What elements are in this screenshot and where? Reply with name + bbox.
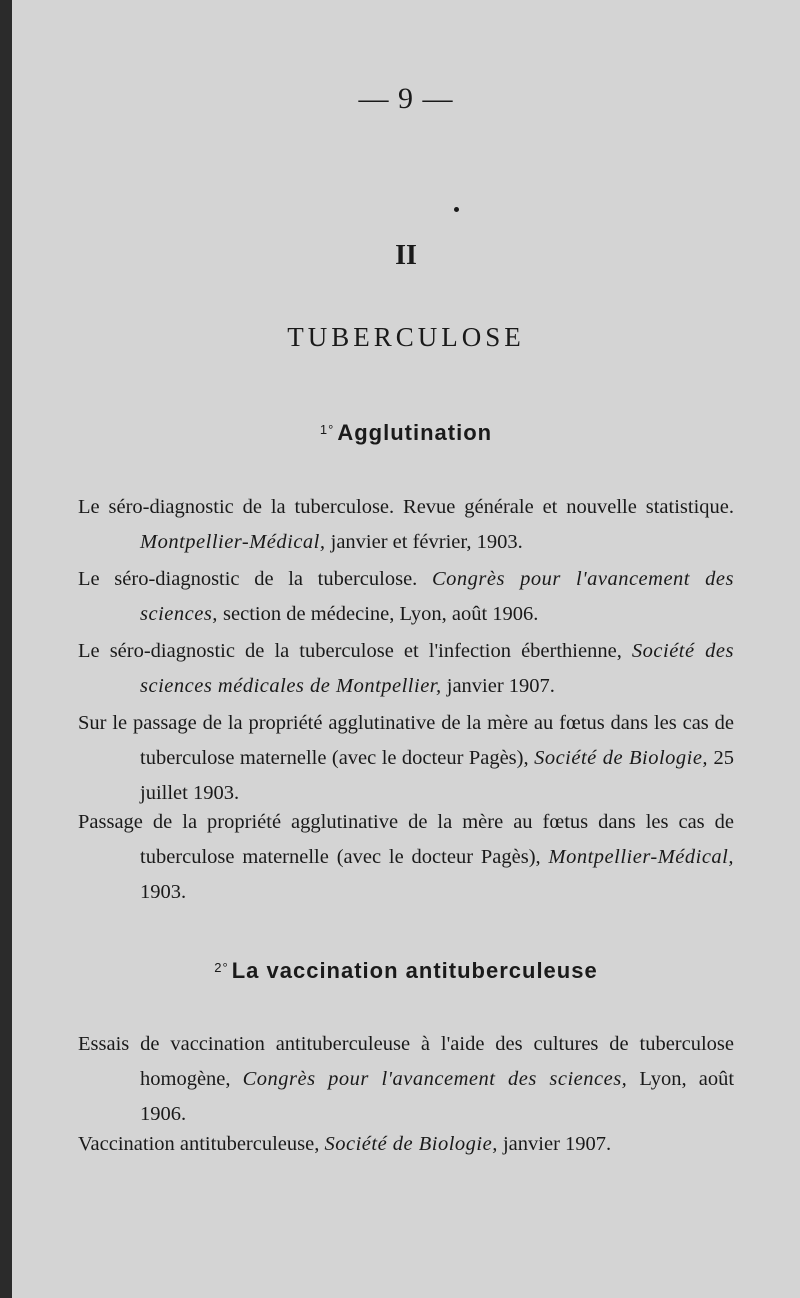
entry-number	[32, 805, 72, 840]
entry-text: Essais de vaccination antituberculeuse à l'aide des cultures de tuberculose homogène,	[78, 1033, 734, 1090]
entry-text: Le séro-diagnostic de la tuberculose. Revue générale et nouvelle statistique.	[78, 496, 734, 518]
entry-text: Le séro-diagnostic de la tuberculose.	[78, 568, 418, 590]
entry-number	[32, 1027, 72, 1062]
entry-number	[32, 706, 72, 741]
entry-text: Sur le passage de la propriété agglutinative de la mère au fœtus dans les cas de tuberculose maternelle (avec le docteur Pagès),	[78, 712, 734, 769]
entry-text: Le séro-diagnostic de la tuberculose et l'infection éberthienne,	[78, 640, 622, 662]
entry-detail: section de médecine, Lyon, août 1906.	[223, 603, 539, 625]
section-title: Agglutination	[337, 420, 493, 445]
bibliography-entry	[78, 1127, 734, 1162]
entry-number	[32, 1127, 72, 1162]
entry-text: Passage de la propriété agglutinative de la mère au fœtus dans les cas de tuberculose maternelle (avec le docteur Pagès),	[78, 811, 734, 868]
section-title: La vaccination antituberculeuse	[231, 958, 598, 983]
entry-source: Montpellier-Médical,	[140, 531, 326, 553]
bibliography-entry	[78, 805, 734, 910]
entry-detail: janvier 1907.	[446, 675, 555, 697]
entry-detail: janvier 1907.	[502, 1133, 612, 1155]
entry-number	[32, 490, 72, 525]
entry-detail: janvier et février, 1903.	[330, 531, 523, 553]
section-number: 1°	[319, 422, 335, 437]
document-page	[12, 0, 800, 1298]
entry-number	[32, 634, 72, 669]
bibliography-entry	[78, 490, 734, 560]
bibliography-entry	[78, 706, 734, 811]
entry-number	[32, 562, 72, 597]
entry-source: Congrès pour l'avancement des sciences,	[140, 568, 735, 625]
entry-detail: Lyon, août 1906.	[140, 1068, 735, 1125]
page-number: — 9 —	[358, 82, 454, 115]
bibliography-entry	[78, 634, 734, 704]
entry-text: Vaccination antituberculeuse,	[78, 1133, 320, 1155]
entry-source: Société des sciences médicales de Montpellier,	[140, 640, 734, 697]
part-number: II	[395, 240, 417, 271]
part-title: TUBERCULOSE	[287, 322, 525, 352]
entry-source: Congrès pour l'avancement des sciences,	[242, 1068, 628, 1090]
section-number: 2°	[214, 960, 229, 975]
entry-detail: 25 juillet 1903.	[140, 747, 735, 804]
section-heading-agglutination	[12, 420, 800, 446]
bibliography-entry	[78, 1027, 734, 1132]
bibliography-entry	[78, 562, 734, 632]
entry-source: Montpellier-Médical,	[548, 846, 735, 868]
entry-source: Société de Biologie,	[324, 1133, 498, 1155]
entry-source: Société de Biologie,	[534, 747, 709, 769]
section-heading-vaccination	[12, 958, 800, 984]
ink-dot	[454, 207, 459, 212]
entry-detail: 1903.	[140, 881, 187, 903]
